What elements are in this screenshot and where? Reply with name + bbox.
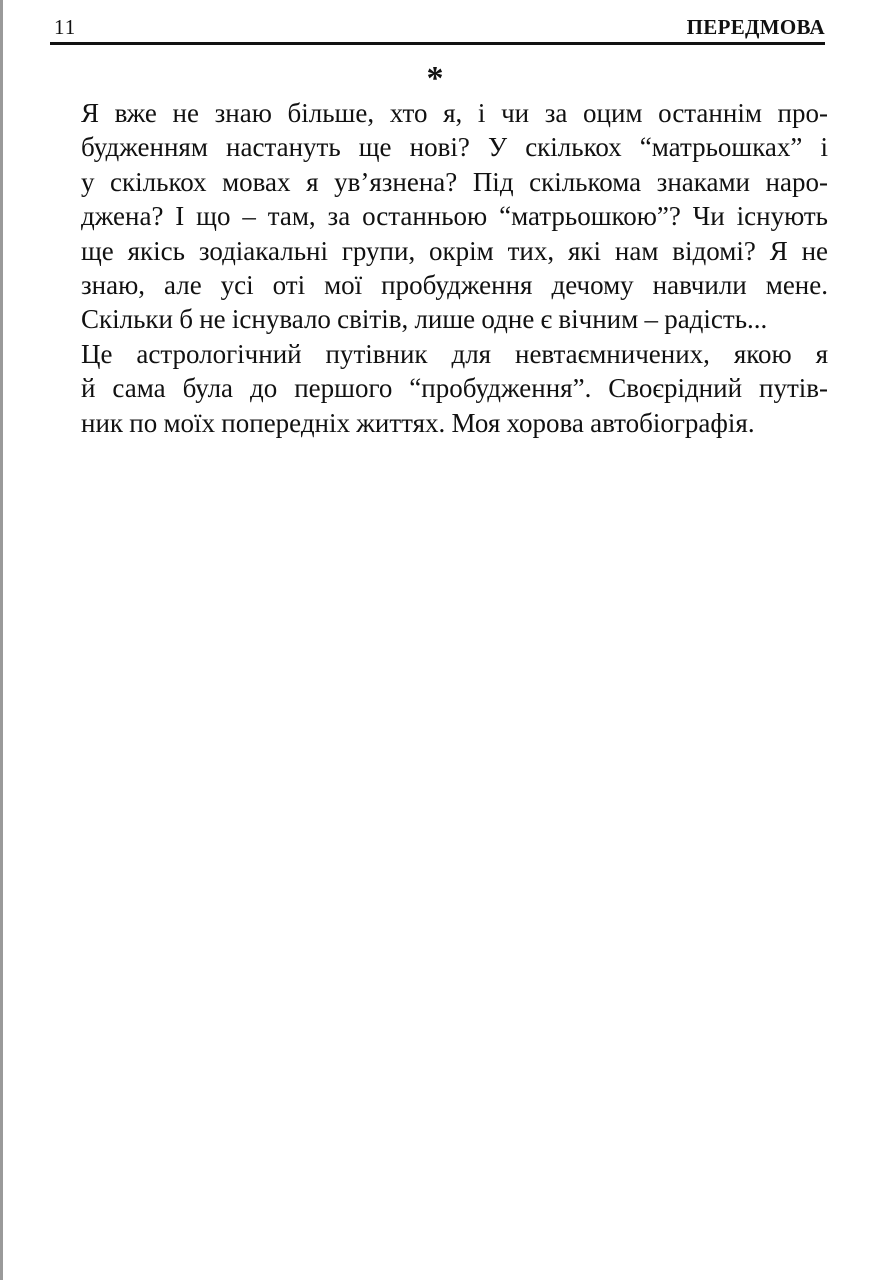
page-number: 11 <box>54 15 77 39</box>
text-line: ще якісь зодіакальні групи, окрім тих, які нам відомі? Я не <box>81 235 828 266</box>
text-line: джена? І що – там, за останньою “матрьошкою”? Чи існують <box>81 201 828 232</box>
section-title: ПЕРЕДМОВА <box>686 15 825 39</box>
text-line: у скількох мовах я ув’язнена? Під скількома знаками наро- <box>81 166 828 197</box>
text-line: Я вже не знаю більше, хто я, і чи за оцим останнім про- <box>81 98 828 128</box>
paragraph-2 <box>55 337 828 440</box>
text-line: Скільки б не існувало світів, лише одне є вічним – радість... <box>81 304 768 335</box>
text-line: й сама була до першого “пробудження”. Своєрідний путів- <box>81 373 828 404</box>
text-line: Це астрологічний путівник для невтаємничених, якою я <box>81 338 828 369</box>
page-left-edge <box>0 0 3 1280</box>
running-head <box>50 14 825 45</box>
body-text <box>55 96 828 440</box>
text-line: знаю, але усі оті мої пробудження дечому навчили мене. <box>81 270 828 301</box>
section-separator-asterisk: * <box>426 60 444 97</box>
text-line: будженням настануть ще нові? У скількох “матрьошках” і <box>81 132 828 163</box>
text-line: ник по моїх попередніх життях. Моя хорова автобіографія. <box>81 407 755 438</box>
paragraph-1 <box>55 96 828 337</box>
